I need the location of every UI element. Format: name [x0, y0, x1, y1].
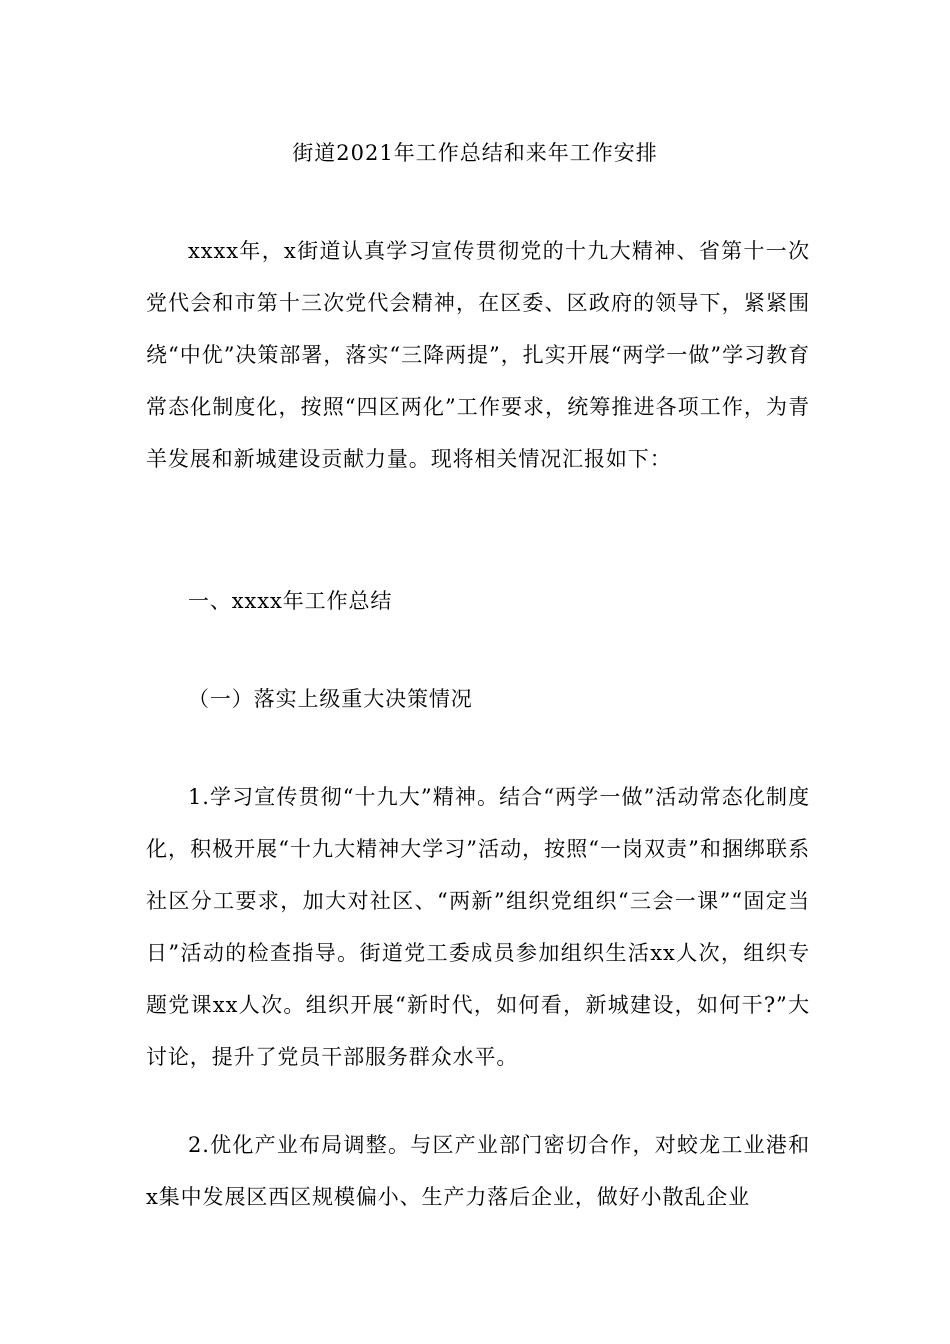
document-title: 街道2021年工作总结和来年工作安排 [292, 141, 658, 165]
intro-paragraph: xxxx年，x街道认真学习宣传贯彻党的十九大精神、省第十一次党代会和市第十三次党代会精神，在区委、区政府的领导下，紧紧围绕“中优”决策部署，落实“三降两提”，扎实开展“两学一做”学习教育常态化制度化，按照“四区两化”工作要求，统筹推进各项工作，为青羊发展和新城建设贡献力量。现将相关情况汇报如下： [146, 239, 810, 471]
body-paragraph-2: 2.优化产业布局调整。与区产业部门密切合作，对蛟龙工业港和x集中发展区西区规模偏小、生产力落后企业，做好小散乱企业 [146, 1133, 810, 1209]
subsection-heading: （一）落实上级重大决策情况 [188, 687, 473, 711]
body-paragraph-1: 1.学习宣传贯彻“十九大”精神。结合“两学一做”活动常态化制度化，积极开展“十九大精神大学习”活动，按照“一岗双责”和捆绑联系社区分工要求，加大对社区、“两新”组织党组织“三会一课”“固定当日”活动的检查指导。街道党工委成员参加组织生活xx人次，组织专题党课xx人次。组织开展“新时代，如何看，新城建设，如何干?”大讨论，提升了党员干部服务群众水平。 [146, 785, 810, 1069]
section-heading: 一、xxxx年工作总结 [188, 589, 393, 613]
